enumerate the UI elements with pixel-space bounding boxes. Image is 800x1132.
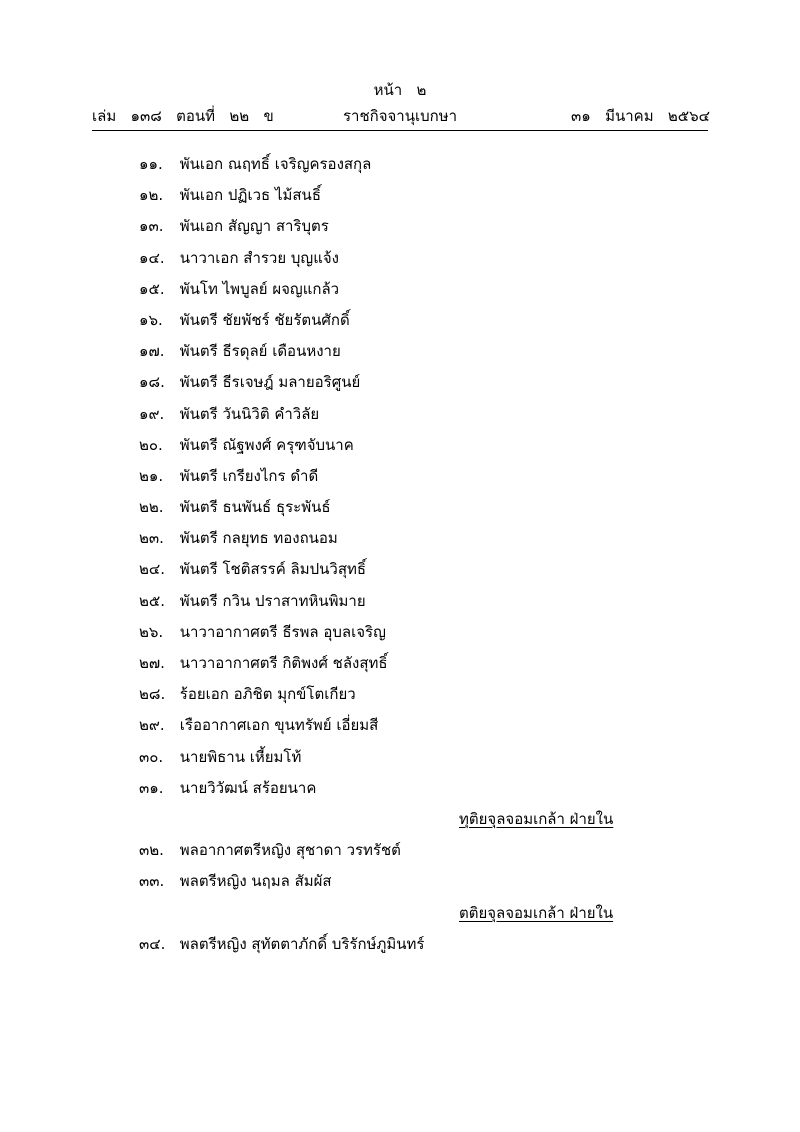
item-name: นาวาอากาศตรี ธีรพล อุบลเจริญ — [179, 622, 386, 641]
section-heading-text: ทุติยจุลจอมเกล้า ฝ่ายใน — [459, 809, 614, 828]
item-number: ๑๗. — [139, 342, 165, 361]
list-item — [139, 589, 699, 620]
list-item — [139, 776, 699, 807]
header-gazette-title: ราชกิจจานุเบกษา — [342, 107, 458, 125]
list-item — [139, 838, 699, 869]
list-item — [139, 713, 699, 744]
item-number: ๒๒. — [139, 498, 164, 517]
item-name: นาวาอากาศตรี กิติพงศ์ ชลังสุทธิ์ — [179, 654, 388, 672]
item-number: ๑๓. — [139, 217, 164, 236]
recipient-list — [139, 152, 699, 963]
list-item — [139, 246, 699, 277]
section-heading-tertiary — [139, 901, 614, 932]
list-item — [139, 620, 699, 651]
item-number: ๒๔. — [139, 560, 166, 579]
list-item — [139, 339, 699, 370]
list-item — [139, 433, 699, 464]
item-number: ๑๙. — [139, 404, 165, 423]
section-heading-secondary — [139, 807, 614, 838]
item-number: ๒๖. — [139, 622, 164, 641]
item-name: พันเอก ณฤทธิ์ เจริญครองสกุล — [179, 155, 372, 173]
list-item — [139, 214, 699, 245]
item-name: พันตรี เกรียงไกร ดำดี — [179, 466, 319, 485]
item-name: เรืออากาศเอก ขุนทรัพย์ เอี่ยมสี — [179, 716, 379, 735]
item-name: พันตรี กวิน ปราสาทหินพิมาย — [179, 591, 366, 610]
list-item — [139, 152, 699, 183]
item-name: พลอากาศตรีหญิง สุชาดา วรทรัชต์ — [179, 841, 401, 860]
item-number: ๓๔. — [139, 934, 166, 953]
item-name: พันตรี ธนพันธ์ ธุระพันธ์ — [179, 498, 331, 517]
list-item — [139, 745, 699, 776]
item-number: ๒๙. — [139, 716, 165, 735]
item-name: ร้อยเอก อภิชิต มุกข์โตเกียว — [179, 685, 356, 704]
list-item — [139, 495, 699, 526]
item-number: ๑๑. — [139, 155, 163, 173]
list-item — [139, 370, 699, 401]
list-item — [139, 651, 699, 682]
item-name: พันตรี ณัฐพงศ์ ครุฑจับนาค — [179, 435, 354, 454]
list-item — [139, 308, 699, 339]
item-number: ๒๐. — [139, 435, 163, 454]
list-item — [139, 277, 699, 308]
item-number: ๒๓. — [139, 529, 164, 548]
item-name: พันตรี กลยุทธ ทองถนอม — [179, 529, 338, 548]
header-divider — [92, 130, 708, 131]
list-item — [139, 402, 699, 433]
list-item — [139, 682, 699, 713]
list-item — [139, 526, 699, 557]
item-number: ๑๒. — [139, 186, 164, 205]
section-heading-text: ตติยจุลจอมเกล้า ฝ่ายใน — [459, 903, 614, 922]
item-name: พันโท ไพบูลย์ ผจญแกล้ว — [179, 279, 340, 298]
item-number: ๒๘. — [139, 685, 166, 704]
list-item — [139, 464, 699, 495]
item-number: ๓๓. — [139, 872, 165, 891]
item-number: ๒๕. — [139, 591, 166, 610]
item-number: ๑๕. — [139, 279, 165, 298]
item-name: พันตรี ธีรเจษฎ์ มลายอริศูนย์ — [179, 373, 361, 392]
item-number: ๑๘. — [139, 373, 165, 392]
list-item — [139, 557, 699, 588]
item-name: พันเอก สัญญา สาริบุตร — [179, 217, 329, 236]
item-name: พันเอก ปฏิเวธ ไม้สนธิ์ — [179, 186, 321, 205]
item-number: ๓๑. — [139, 778, 164, 797]
page-number: หน้า ๒ — [373, 81, 427, 99]
header-date: ๓๑ มีนาคม ๒๕๖๔ — [571, 107, 710, 125]
item-name: นายพิธาน เหี้ยมโท้ — [179, 747, 302, 766]
item-name: นาวาเอก สำรวย บุญแจ้ง — [179, 248, 339, 267]
list-item — [139, 932, 699, 963]
header-volume-issue: เล่ม ๑๓๘ ตอนที่ ๒๒ ข — [92, 107, 274, 125]
item-number: ๓๒. — [139, 841, 164, 860]
item-number: ๑๔. — [139, 248, 165, 267]
item-number: ๓๐. — [139, 747, 164, 766]
list-item — [139, 183, 699, 214]
item-name: นายวิวัฒน์ สร้อยนาค — [179, 778, 317, 797]
item-name: พลตรีหญิง สุทัตตาภักดิ์ บริรักษ์ภูมินทร์ — [179, 934, 425, 953]
item-name: พันตรี โชติสรรค์ ลิมปนวิสุทธิ์ — [179, 560, 367, 579]
list-item — [139, 869, 699, 900]
item-name: พันตรี ธีรดุลย์ เดือนหงาย — [179, 342, 341, 361]
item-number: ๒๑. — [139, 466, 164, 485]
item-number: ๑๖. — [139, 310, 163, 329]
item-name: พลตรีหญิง นฤมล สัมผัส — [179, 872, 332, 891]
item-number: ๒๗. — [139, 654, 165, 672]
item-name: พันตรี วันนิวิติ คำวิลัย — [179, 404, 320, 423]
item-name: พันตรี ชัยพัชร์ ชัยรัตนศักดิ์ — [179, 310, 350, 329]
